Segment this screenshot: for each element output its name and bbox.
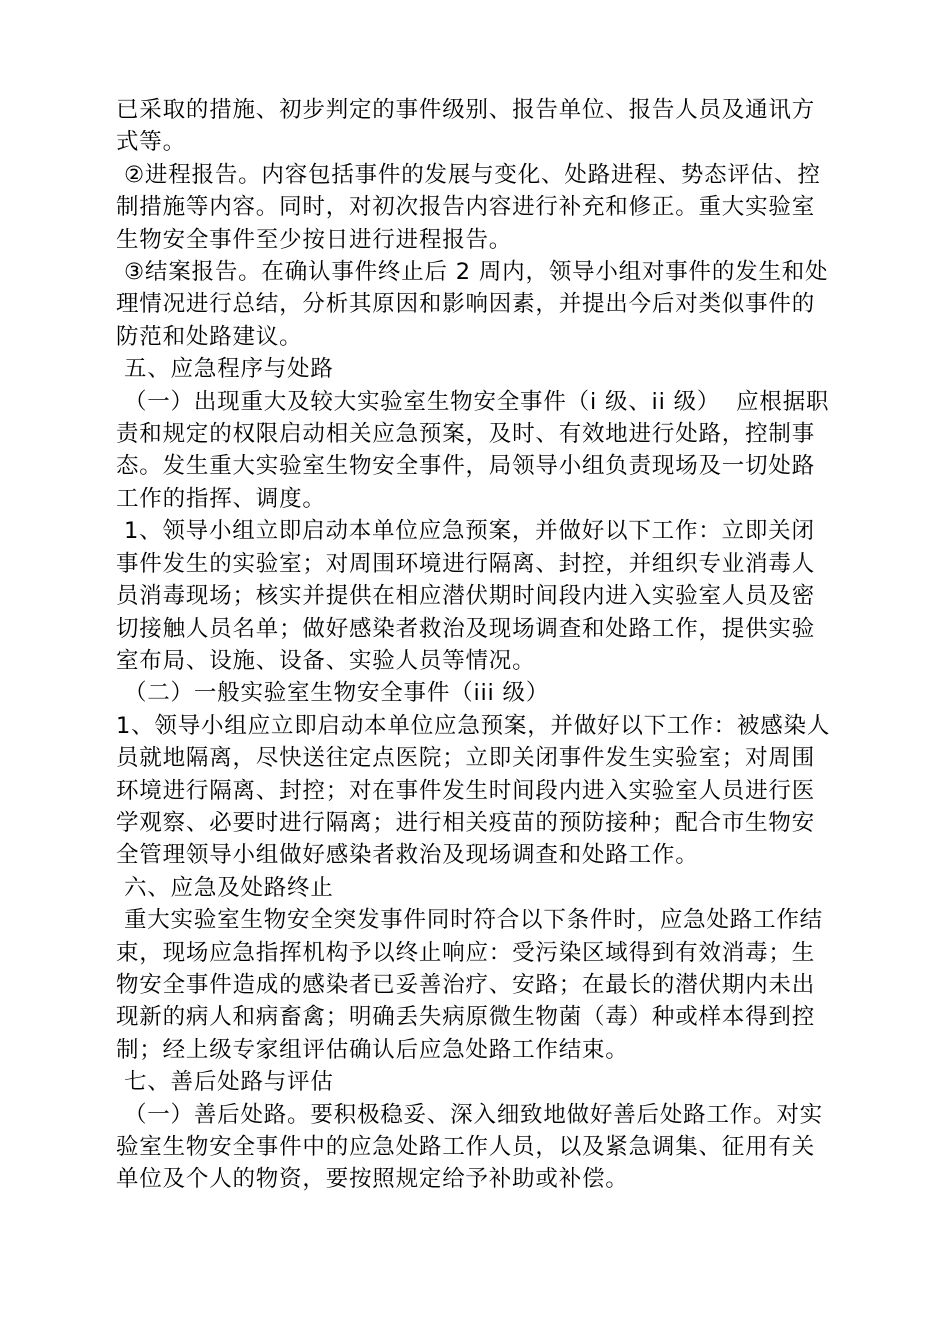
paragraph-general-incident-item-1: 1、领导小组应立即启动本单位应急预案，并做好以下工作：被感染人员就地隔离，尽快送往定点医院；立即关闭事件发生实验室；对周围环境进行隔离、封控；对在事件发生时间段内进入实验室人员进行医学观察、必要时进行隔离；进行相关疫苗的预防接种；配合市生物安全管理领导小组做好感染者救治及现场调查和处路工作。 — [116, 712, 831, 869]
subsection-heading-general-incident: （二）一般实验室生物安全事件（iii 级） — [116, 680, 550, 707]
paragraph-major-incident-item-1: 1、领导小组立即启动本单位应急预案，并做好以下工作：立即关闭事件发生的实验室；对周围环境进行隔离、封控，并组织专业消毒人员消毒现场；核实并提供在相应潜伏期时间段内进入实验室人员及密切接触人员名单；做好感染者救治及现场调查和处路工作，提供实验室布局、设施、设备、实验人员等情况。 — [116, 518, 816, 674]
document-page — [116, 94, 836, 1196]
paragraph-major-incident: （一）出现重大及较大实验室生物安全事件（i 级、ii 级） 应根据职责和规定的权限启动相关应急预案，及时、有效地进行处路，控制事态。发生重大实验室生物安全事件，局领导小组负责现场及一切处路工作的指挥、调度。 — [116, 388, 830, 512]
paragraph-progress-report: ②进程报告。内容包括事件的发展与变化、处路进程、势态评估、控制措施等内容。同时，对初次报告内容进行补充和修正。重大实验室生物安全事件至少按日进行进程报告。 — [116, 161, 821, 253]
section-heading-6: 六、应急及处路终止 — [116, 874, 334, 901]
section-heading-7: 七、善后处路与评估 — [116, 1069, 334, 1096]
section-heading-5: 五、应急程序与处路 — [116, 356, 334, 383]
paragraph-closing-report: ③结案报告。在确认事件终止后 2 周内，领导小组对事件的发生和处理情况进行总结，分析其原因和影响因素，并提出今后对类似事件的防范和处路建议。 — [116, 259, 829, 350]
paragraph-aftermath: （一）善后处路。要积极稳妥、深入细致地做好善后处路工作。对实验室生物安全事件中的应急处路工作人员，以及紧急调集、征用有关单位及个人的物资，要按照规定给予补助或补偿。 — [116, 1101, 823, 1193]
paragraph-report-contents: 已采取的措施、初步判定的事件级别、报告单位、报告人员及通讯方式等。 — [116, 97, 816, 156]
paragraph-termination-conditions: 重大实验室生物安全突发事件同时符合以下条件时，应急处路工作结束，现场应急指挥机构予以终止响应：受污染区域得到有效消毒；生物安全事件造成的感染者已妥善治疗、安路；在最长的潜伏期内未出现新的病人和病畜禽；明确丢失病原微生物菌（毒）种或样本得到控制；经上级专家组评估确认后应急处路工作结束。 — [116, 907, 823, 1063]
